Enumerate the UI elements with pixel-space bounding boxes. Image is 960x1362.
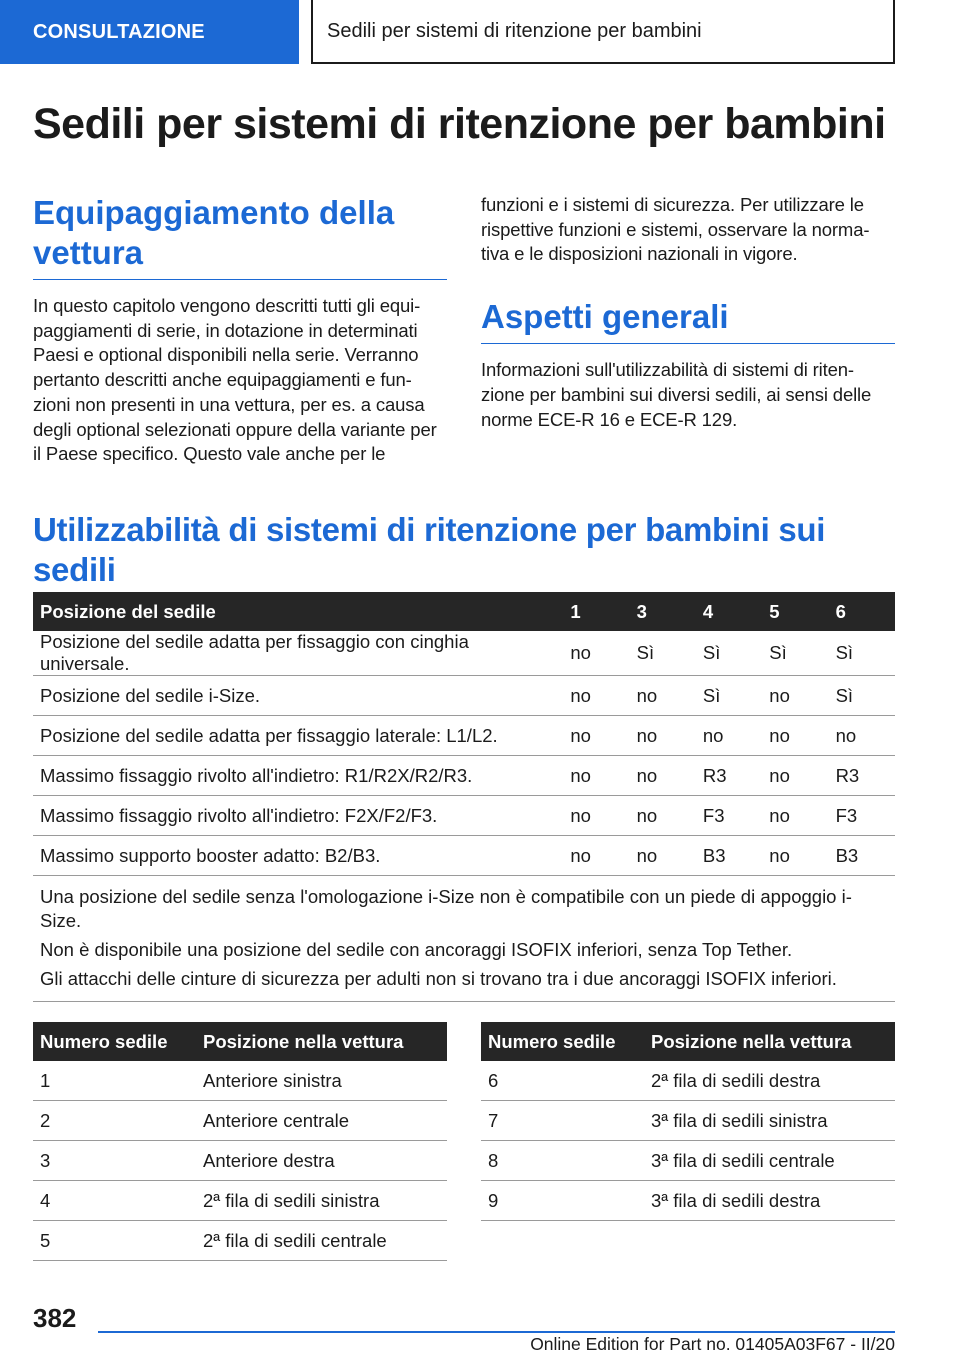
table-cell: no [563,676,629,716]
table-cell: F3 [829,796,895,836]
table-cell: no [563,796,629,836]
table-cell: Anteriore centrale [196,1101,447,1141]
header-cell: 1 [563,592,629,631]
table-cell: 2ª fila di sedili sinistra [196,1181,447,1221]
usability-table [33,592,895,1002]
table-row [481,1181,895,1221]
table-row [33,716,895,756]
header-cell: 6 [829,592,895,631]
table-cell: Posizione del sedile adatta per fissaggio con cinghia universale. [33,631,563,676]
table-cell: 5 [33,1221,196,1261]
table-row [33,756,895,796]
table-cell: Sì [696,676,762,716]
table-cell: 2ª fila di sedili destra [644,1061,895,1101]
table-cell: Posizione del sedile adatta per fissaggio laterale: L1/L2. [33,716,563,756]
table-cell: 7 [481,1101,644,1141]
header-cell: 5 [762,592,828,631]
table-cell: 4 [33,1181,196,1221]
chapter-tab[interactable]: Sedili per sistemi di ritenzione per bambini [311,0,895,64]
table-notes [33,876,895,1002]
table-cell: no [762,836,828,876]
table-cell: 1 [33,1061,196,1101]
general-heading: Aspetti generali [481,297,895,344]
table-cell: R3 [829,756,895,796]
table-cell: no [829,716,895,756]
table-row [33,796,895,836]
table-note: Gli attacchi delle cinture di sicurezza per adulti non si trovano tra i due ancoraggi ISOFIX inferiori. [40,968,837,989]
table-cell: Massimo fissaggio rivolto all'indietro: R1/R2X/R2/R3. [33,756,563,796]
table-cell: no [762,716,828,756]
right-column [481,193,895,432]
table-cell: R3 [696,756,762,796]
table-cell: no [696,716,762,756]
table-cell: Anteriore destra [196,1141,447,1181]
equipment-text-left: In questo capitolo vengono descritti tutti gli equi-paggiamenti di serie, in dotazione in determinati Paesi e optional disponibili nella serie. Verranno pertanto descritti anche equipaggiamenti e fun-zioni non presenti in una vettura, per es. a causa degli optional selezionati oppure della variante per il Paese specifico. Questo vale anche per le [33,295,437,465]
table-cell: Sì [829,676,895,716]
table-cell: no [630,756,696,796]
table-cell: no [563,836,629,876]
equipment-heading: Equipaggiamento della vettura [33,193,447,280]
table-row [33,836,895,876]
table-cell: Sì [630,631,696,676]
header-cell: Numero sedile [481,1022,644,1061]
header-cell: Posizione nella vettura [196,1022,447,1061]
footer-divider [98,1331,895,1333]
table-cell: Sì [829,631,895,676]
table-cell: Massimo fissaggio rivolto all'indietro: F2X/F2/F3. [33,796,563,836]
header-cell: 3 [630,592,696,631]
table-cell: no [563,716,629,756]
table-cell: no [630,676,696,716]
table-row [481,1061,895,1101]
table-notes-row [33,876,895,1002]
equipment-text-right: funzioni e i sistemi di sicurezza. Per utilizzare le rispettive funzioni e sistemi, osservare la norma-tiva e le disposizioni nazionali in vigore. [481,194,870,265]
table-cell: no [630,716,696,756]
table-row [481,1141,895,1181]
table-cell: no [630,836,696,876]
table-row [33,676,895,716]
header-cell: Numero sedile [33,1022,196,1061]
table-row [33,1181,447,1221]
header-cell: Posizione nella vettura [644,1022,895,1061]
table-cell: 3 [33,1141,196,1181]
table-header-row [33,1022,447,1061]
seat-position-table-right [481,1022,895,1221]
usability-heading: Utilizzabilità di sistemi di ritenzione per bambini sui sedili [33,510,895,597]
table-cell: 9 [481,1181,644,1221]
table-cell: F3 [696,796,762,836]
table-cell: 8 [481,1141,644,1181]
table-cell: no [762,756,828,796]
table-cell: Posizione del sedile i-Size. [33,676,563,716]
table-row [33,1061,447,1101]
table-cell: 3ª fila di sedili sinistra [644,1101,895,1141]
table-cell: no [563,631,629,676]
header-cell: 4 [696,592,762,631]
table-cell: 3ª fila di sedili centrale [644,1141,895,1181]
table-cell: B3 [829,836,895,876]
general-text: Informazioni sull'utilizzabilità di sistemi di riten-zione per bambini sui diversi sedili, ai sensi delle norme ECE-R 16 e ECE-R 129. [481,359,872,430]
table-cell: Massimo supporto booster adatto: B2/B3. [33,836,563,876]
table-header-row [33,592,895,631]
section-tab[interactable]: CONSULTAZIONE [0,0,299,64]
table-cell: 2 [33,1101,196,1141]
table-header-row [481,1022,895,1061]
header-cell: Posizione del sedile [33,592,563,631]
table-row [481,1101,895,1141]
table-cell: 2ª fila di sedili centrale [196,1221,447,1261]
page-number: 382 [33,1303,77,1333]
table-cell: no [630,796,696,836]
table-row [33,631,895,676]
table-row [33,1141,447,1181]
table-cell: Sì [696,631,762,676]
left-column [33,193,447,467]
table-cell: 6 [481,1061,644,1101]
page-title: Sedili per sistemi di ritenzione per bambini [33,100,886,148]
table-cell: no [762,796,828,836]
seat-position-table-left [33,1022,447,1261]
table-cell: no [563,756,629,796]
table-note: Una posizione del sedile senza l'omologazione i-Size non è compatibile con un piede di appoggio i-Size. [40,886,852,931]
table-cell: B3 [696,836,762,876]
table-cell: no [762,676,828,716]
table-row [33,1221,447,1261]
table-cell: 3ª fila di sedili destra [644,1181,895,1221]
table-note: Non è disponibile una posizione del sedile con ancoraggi ISOFIX inferiori, senza Top Tether. [40,939,793,960]
table-row [33,1101,447,1141]
table-cell: Sì [762,631,828,676]
edition-footer: Online Edition for Part no. 01405A03F67 - II/20 [530,1334,895,1354]
table-cell: Anteriore sinistra [196,1061,447,1101]
